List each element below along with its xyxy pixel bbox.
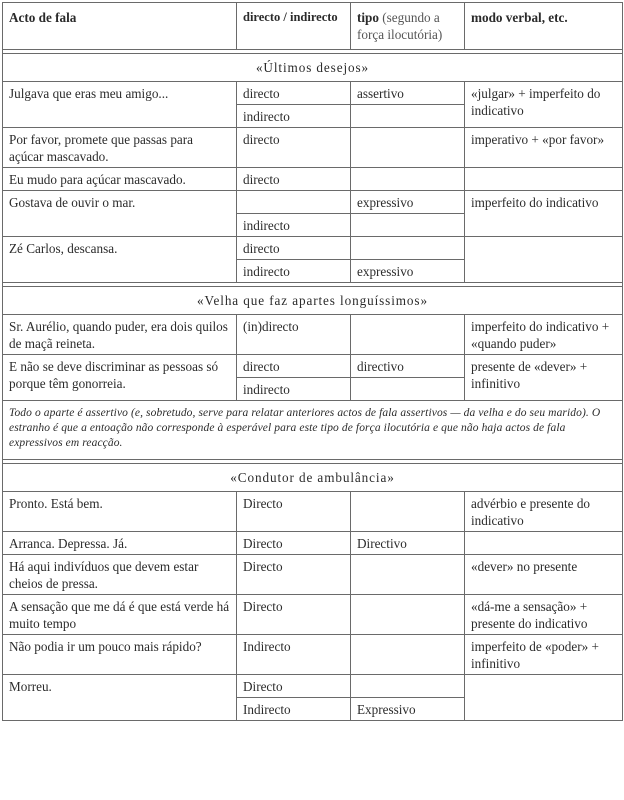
note-text: Todo o aparte é assertivo (e, sobretudo, serve para relatar anteriores actos de fala assertivos — da velha e do seu marido). O estranho é que a entoação não corresponde à esperável para este tipo de força ilocutória e que não haja actos de fala expressivos em reacção.	[3, 401, 623, 460]
cell-acto: Sr. Aurélio, quando puder, era dois quilos de maçã reineta.	[3, 315, 237, 355]
cell-acto: Arranca. Depressa. Já.	[3, 532, 237, 555]
cell-tipo	[351, 128, 465, 168]
cell-modo	[465, 237, 623, 283]
cell-directo: Directo	[237, 555, 351, 595]
cell-acto: Não podia ir um pouco mais rápido?	[3, 635, 237, 675]
note-row	[3, 401, 623, 460]
cell-tipo: expressivo	[351, 260, 465, 283]
header-tipo-sub: (segundo a força ilocutória)	[357, 10, 443, 42]
header-tipo	[351, 3, 465, 50]
section-header	[3, 287, 623, 315]
table-row	[3, 168, 623, 191]
cell-acto: E não se deve discriminar as pessoas só porque têm gonorreia.	[3, 355, 237, 401]
cell-directo: directo	[237, 355, 351, 378]
cell-acto: Morreu.	[3, 675, 237, 721]
section-header	[3, 464, 623, 492]
section-header	[3, 54, 623, 82]
cell-tipo	[351, 635, 465, 675]
cell-directo: directo	[237, 82, 351, 105]
cell-directo: Directo	[237, 532, 351, 555]
cell-directo: Indirecto	[237, 698, 351, 721]
cell-modo: imperfeito de «poder» + infinitivo	[465, 635, 623, 675]
cell-modo: advérbio e presente do indicativo	[465, 492, 623, 532]
cell-tipo: Expressivo	[351, 698, 465, 721]
table-row	[3, 532, 623, 555]
table-row	[3, 635, 623, 675]
table-row	[3, 128, 623, 168]
table-row	[3, 492, 623, 532]
cell-directo: directo	[237, 128, 351, 168]
cell-modo	[465, 532, 623, 555]
cell-modo: imperativo + «por favor»	[465, 128, 623, 168]
cell-directo: Directo	[237, 675, 351, 698]
section-title-ultimos-desejos: «Últimos desejos»	[3, 54, 623, 82]
cell-modo: imperfeito do indicativo + «quando puder»	[465, 315, 623, 355]
cell-acto: Julgava que eras meu amigo...	[3, 82, 237, 128]
cell-modo	[465, 168, 623, 191]
cell-tipo	[351, 214, 465, 237]
cell-modo: imperfeito do indicativo	[465, 191, 623, 237]
speech-acts-table	[2, 2, 623, 721]
cell-directo: Indirecto	[237, 635, 351, 675]
cell-tipo	[351, 675, 465, 698]
cell-tipo	[351, 105, 465, 128]
cell-tipo	[351, 237, 465, 260]
cell-acto: A sensação que me dá é que está verde há muito tempo	[3, 595, 237, 635]
cell-directo: Directo	[237, 595, 351, 635]
cell-directo: indirecto	[237, 260, 351, 283]
cell-modo: «julgar» + imperfeito do indicativo	[465, 82, 623, 128]
cell-directo: indirecto	[237, 378, 351, 401]
cell-tipo	[351, 555, 465, 595]
table-row	[3, 355, 623, 378]
cell-acto: Zé Carlos, descansa.	[3, 237, 237, 283]
cell-acto: Há aqui indivíduos que devem estar cheios de pressa.	[3, 555, 237, 595]
table-row	[3, 191, 623, 214]
cell-tipo: Directivo	[351, 532, 465, 555]
cell-directo: directo	[237, 168, 351, 191]
cell-directo: (in)directo	[237, 315, 351, 355]
table-row	[3, 315, 623, 355]
cell-acto: Eu mudo para açúcar mascavado.	[3, 168, 237, 191]
cell-tipo	[351, 315, 465, 355]
cell-directo: directo	[237, 237, 351, 260]
cell-directo	[237, 191, 351, 214]
cell-modo: «dá-me a sensação» + presente do indicativo	[465, 595, 623, 635]
cell-tipo: assertivo	[351, 82, 465, 105]
cell-tipo	[351, 595, 465, 635]
cell-modo	[465, 675, 623, 721]
cell-tipo: expressivo	[351, 191, 465, 214]
cell-tipo	[351, 378, 465, 401]
table-row	[3, 595, 623, 635]
cell-tipo	[351, 168, 465, 191]
cell-tipo	[351, 492, 465, 532]
table-row	[3, 82, 623, 105]
header-acto: Acto de fala	[3, 3, 237, 50]
cell-tipo: directivo	[351, 355, 465, 378]
section-title-condutor: «Condutor de ambulância»	[3, 464, 623, 492]
cell-acto: Pronto. Está bem.	[3, 492, 237, 532]
table-row	[3, 237, 623, 260]
header-modo: modo verbal, etc.	[465, 3, 623, 50]
cell-directo: indirecto	[237, 105, 351, 128]
header-tipo-label: tipo	[357, 10, 379, 25]
table-row	[3, 675, 623, 698]
cell-directo: indirecto	[237, 214, 351, 237]
cell-modo: «dever» no presente	[465, 555, 623, 595]
cell-acto: Por favor, promete que passas para açúcar mascavado.	[3, 128, 237, 168]
cell-directo: Directo	[237, 492, 351, 532]
header-row	[3, 3, 623, 50]
cell-modo: presente de «dever» + infinitivo	[465, 355, 623, 401]
cell-acto: Gostava de ouvir o mar.	[3, 191, 237, 237]
table-row	[3, 555, 623, 595]
header-directo: directo / indirecto	[237, 3, 351, 50]
section-title-velha: «Velha que faz apartes longuíssimos»	[3, 287, 623, 315]
